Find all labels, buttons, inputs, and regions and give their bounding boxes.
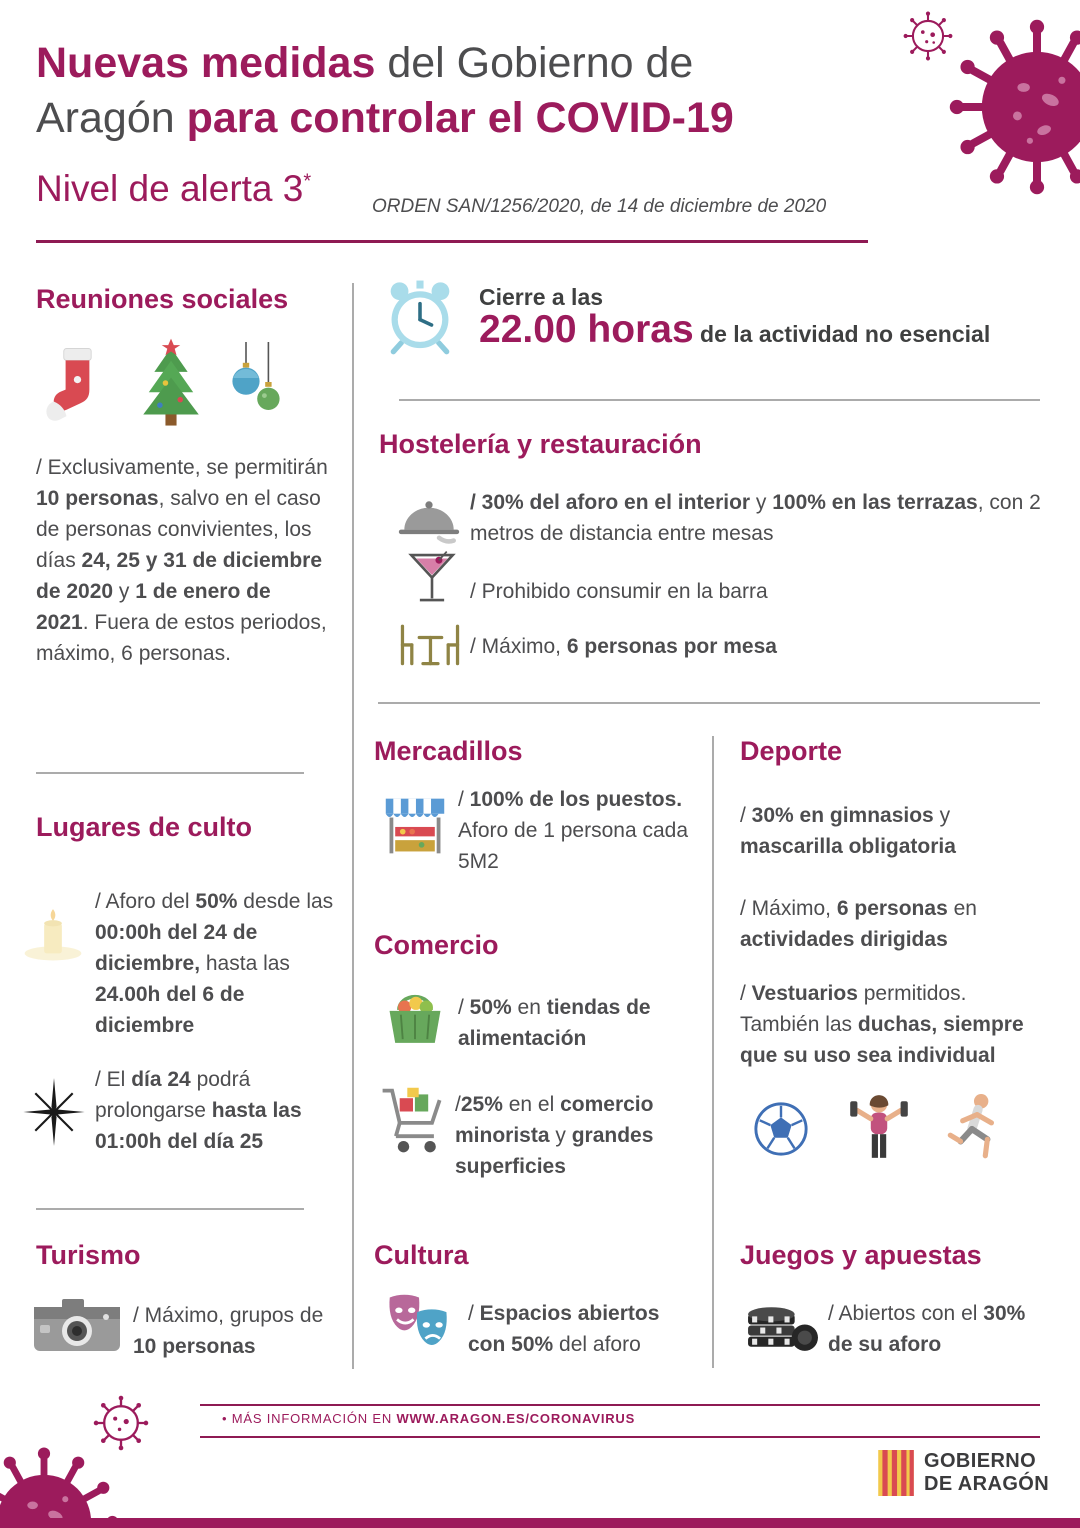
shopping-cart-icon: [375, 1082, 451, 1160]
alarm-clock-icon: [380, 276, 460, 358]
closing-time-intro: Cierre a las: [479, 284, 604, 310]
section-title-deporte: Deporte: [740, 736, 843, 766]
cocktail-icon: [406, 548, 458, 608]
baubles-icon: [222, 340, 286, 424]
divider: [352, 283, 354, 1369]
section-title-mercadillos: Mercadillos: [374, 736, 523, 766]
mercadillos-puestos-text: / 100% de los puestos. Aforo de 1 persona cada 5M2: [458, 788, 688, 873]
virus-icon: [948, 18, 1080, 196]
candle-icon: [16, 902, 90, 964]
theater-masks-icon: [382, 1292, 456, 1356]
section-title-lugares-culto: Lugares de culto: [36, 812, 253, 842]
deporte-gimnasios-text: / 30% en gimnasios y mascarilla obligatoria: [740, 804, 956, 858]
table-chairs-icon: [395, 620, 465, 668]
section-title-reuniones-sociales: Reuniones sociales: [36, 284, 289, 314]
logo-line1: GOBIERNO: [924, 1450, 1037, 1472]
virus-outline-icon: [92, 1394, 150, 1452]
culto-aforo-text: / Aforo del 50% desde las 00:00h del 24 de diciembre, hasta las 24.00h del 6 de diciembre: [95, 890, 334, 1037]
divider: [378, 702, 1040, 704]
divider: [36, 1208, 304, 1210]
alert-asterisk: *: [303, 170, 312, 193]
divider: [712, 736, 714, 1368]
page-title-line1: Nuevas medidas del Gobierno de: [36, 39, 694, 87]
bottom-accent-bar: [0, 1518, 1080, 1528]
logo-line2: DE ARAGÓN: [924, 1473, 1050, 1495]
christmas-tree-icon: [134, 336, 208, 430]
turismo-grupos-text: / Máximo, grupos de 10 personas: [133, 1304, 324, 1358]
comercio-minorista-text: /25% en el comercio minorista y grandes superficies: [455, 1093, 654, 1178]
section-title-juegos-apuestas: Juegos y apuestas: [740, 1240, 982, 1270]
culto-dia24-text: / El día 24 podrá prolongarse hasta las 01:00h del día 25: [95, 1068, 302, 1153]
section-title-turismo: Turismo: [36, 1240, 141, 1270]
divider: [36, 772, 304, 774]
deporte-dirigidas-text: / Máximo, 6 personas en actividades dirigidas: [740, 897, 977, 951]
closing-time-value: 22.00 horas: [479, 308, 694, 351]
hosteleria-aforo-text: / 30% del aforo en el interior y 100% en las terrazas, con 2 metros de distancia entre mesas: [470, 491, 1041, 545]
footer-divider-top: [200, 1404, 1040, 1406]
virus-outline-icon: [902, 10, 954, 62]
gobierno-aragon-logo: [878, 1450, 1049, 1496]
juegos-aforo-text: / Abiertos con el 30% de su aforo: [828, 1302, 1026, 1356]
runner-icon: [944, 1092, 1006, 1164]
divider: [399, 399, 1040, 401]
grocery-basket-icon: [382, 986, 448, 1048]
cloche-icon: [397, 494, 461, 546]
reuniones-body-text: / Exclusivamente, se permitirán 10 personas, salvo en el caso de personas convivientes, los días 24, 25 y 31 de diciembre de 2020 y 1 de enero de 2021. Fuera de estos periodos, máximo, 6 personas.: [36, 456, 328, 665]
alert-level: Nivel de alerta 3*: [36, 168, 312, 209]
camera-icon: [32, 1294, 122, 1356]
page-title-line2: Aragón para controlar el COVID-19: [36, 94, 734, 142]
order-reference: ORDEN SAN/1256/2020, de 14 de diciembre de 2020: [372, 196, 827, 217]
market-stall-icon: [382, 792, 448, 860]
footer-divider-bottom: [200, 1436, 1040, 1438]
weightlifter-icon: [848, 1092, 910, 1164]
section-title-cultura: Cultura: [374, 1240, 469, 1270]
cultura-espacios-text: / Espacios abiertos con 50% del aforo: [468, 1302, 660, 1356]
star-icon: [20, 1076, 88, 1148]
deporte-vestuarios-text: / Vestuarios permitidos. También las duchas, siempre que su uso sea individual: [740, 982, 1024, 1067]
closing-time-detail: [479, 308, 990, 352]
header-divider: [36, 240, 868, 243]
comercio-alimentacion-text: / 50% en tiendas de alimentación: [458, 996, 651, 1050]
hosteleria-mesa-text: / Máximo, 6 personas por mesa: [470, 635, 777, 658]
poker-chips-icon: [744, 1292, 820, 1358]
section-title-hosteleria: Hostelería y restauración: [379, 429, 702, 459]
hosteleria-barra-text: / Prohibido consumir en la barra: [470, 580, 768, 603]
aragon-flag-icon: [878, 1450, 914, 1496]
footer-info-text: • MÁS INFORMACIÓN EN WWW.ARAGON.ES/CORONAVIRUS: [222, 1411, 636, 1426]
gobierno-aragon-logo-text: [924, 1450, 1049, 1496]
closing-time-rest: de la actividad no esencial: [693, 321, 991, 347]
virus-icon: [0, 1446, 120, 1528]
christmas-stocking-icon: [40, 344, 104, 428]
page-title: [36, 36, 734, 146]
soccer-ball-icon: [752, 1100, 810, 1158]
section-title-comercio: Comercio: [374, 930, 499, 960]
